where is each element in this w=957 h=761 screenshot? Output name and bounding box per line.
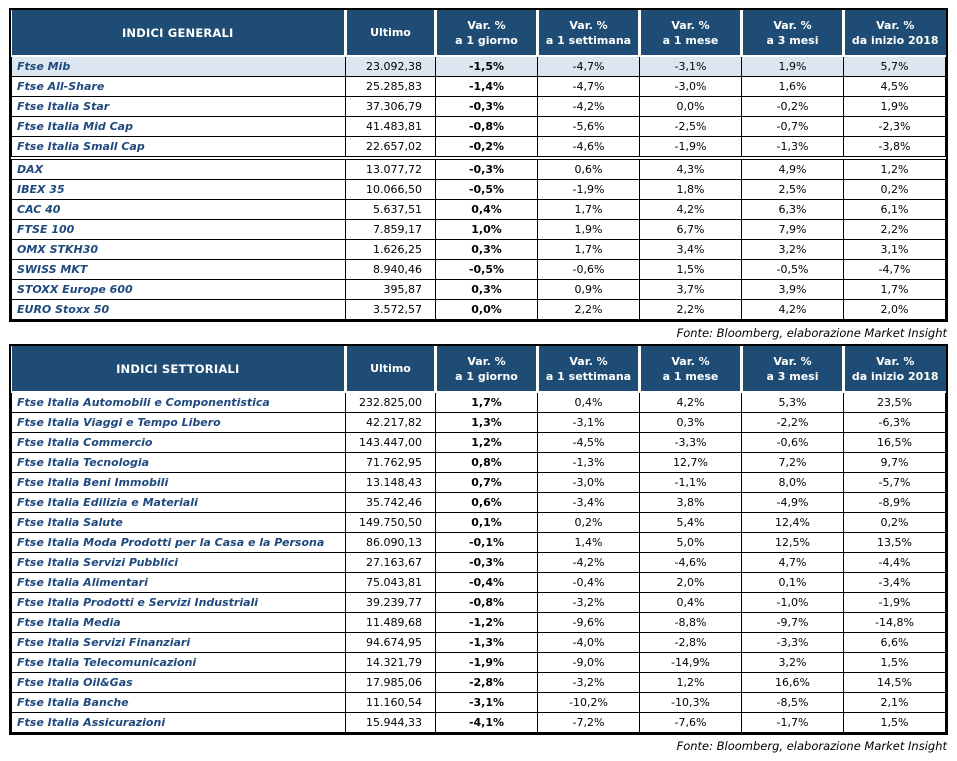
var-value: 3,9%	[742, 280, 844, 300]
var-value: -1,5%	[436, 56, 538, 77]
source-note: Fonte: Bloomberg, elaborazione Market Insight	[676, 326, 947, 340]
var-value: -4,5%	[538, 433, 640, 453]
column-header-var-1mese: Var. % a 1 mese	[640, 346, 742, 392]
var-value: 0,7%	[436, 473, 538, 493]
var-value: 5,4%	[640, 513, 742, 533]
ultimo-value: 395,87	[346, 280, 436, 300]
var-value: -3,1%	[538, 413, 640, 433]
var-value: 1,2%	[844, 158, 946, 180]
var-value: -10,2%	[538, 693, 640, 713]
ultimo-value: 39.239,77	[346, 593, 436, 613]
header-row	[12, 346, 946, 392]
var-value: -0,5%	[742, 260, 844, 280]
column-header-var-1giorno: Var. % a 1 giorno	[436, 346, 538, 392]
var-value: -4,6%	[640, 553, 742, 573]
var-value: 12,7%	[640, 453, 742, 473]
column-header-var-3mesi: Var. % a 3 mesi	[742, 10, 844, 56]
var-value: -7,2%	[538, 713, 640, 733]
var-value: -4,7%	[844, 260, 946, 280]
table-row	[12, 633, 946, 653]
var-value: 8,0%	[742, 473, 844, 493]
index-name: Ftse All-Share	[12, 77, 346, 97]
ultimo-value: 13.077,72	[346, 158, 436, 180]
var-value: 2,5%	[742, 180, 844, 200]
index-name: Ftse Italia Star	[12, 97, 346, 117]
var-value: 4,7%	[742, 553, 844, 573]
var-value: -9,0%	[538, 653, 640, 673]
var-value: 4,9%	[742, 158, 844, 180]
var-value: -7,6%	[640, 713, 742, 733]
var-value: 2,0%	[640, 573, 742, 593]
index-name: Ftse Italia Viaggi e Tempo Libero	[12, 413, 346, 433]
table-row	[12, 158, 946, 180]
var-value: -6,3%	[844, 413, 946, 433]
table-row	[12, 453, 946, 473]
var-value: 4,2%	[640, 392, 742, 413]
index-name: Ftse Italia Small Cap	[12, 137, 346, 159]
table-row	[12, 180, 946, 200]
var-value: 6,7%	[640, 220, 742, 240]
var-value: 4,5%	[844, 77, 946, 97]
index-name: Ftse Italia Automobili e Componentistica	[12, 392, 346, 413]
var-value: -3,4%	[538, 493, 640, 513]
index-name: Ftse Italia Prodotti e Servizi Industriali	[12, 593, 346, 613]
column-header-var-1settimana: Var. % a 1 settimana	[538, 346, 640, 392]
ultimo-value: 13.148,43	[346, 473, 436, 493]
var-value: -9,7%	[742, 613, 844, 633]
column-header-var-inizio2018: Var. % da inizio 2018	[844, 10, 946, 56]
var-value: -14,9%	[640, 653, 742, 673]
var-value: 1,7%	[844, 280, 946, 300]
index-name: Ftse Italia Commercio	[12, 433, 346, 453]
table-row	[12, 300, 946, 320]
index-name: Ftse Italia Banche	[12, 693, 346, 713]
index-name: OMX STKH30	[12, 240, 346, 260]
var-value: -2,8%	[436, 673, 538, 693]
var-value: -4,4%	[844, 553, 946, 573]
ultimo-value: 5.637,51	[346, 200, 436, 220]
indici-generali-section	[9, 8, 948, 344]
var-value: -4,9%	[742, 493, 844, 513]
var-value: -1,0%	[742, 593, 844, 613]
var-value: -9,6%	[538, 613, 640, 633]
var-value: 3,7%	[640, 280, 742, 300]
index-name: FTSE 100	[12, 220, 346, 240]
indici-settoriali-section	[9, 344, 948, 757]
var-value: -0,4%	[436, 573, 538, 593]
var-value: -3,4%	[844, 573, 946, 593]
var-value: 3,2%	[742, 240, 844, 260]
ultimo-value: 143.447,00	[346, 433, 436, 453]
ultimo-value: 71.762,95	[346, 453, 436, 473]
index-name: CAC 40	[12, 200, 346, 220]
var-value: 3,1%	[844, 240, 946, 260]
var-value: 0,4%	[538, 392, 640, 413]
var-value: -0,3%	[436, 97, 538, 117]
ultimo-value: 23.092,38	[346, 56, 436, 77]
table-row	[12, 473, 946, 493]
table-row	[12, 117, 946, 137]
var-value: -0,3%	[436, 158, 538, 180]
var-value: 0,2%	[844, 180, 946, 200]
var-value: -3,2%	[538, 673, 640, 693]
ultimo-value: 3.572,57	[346, 300, 436, 320]
index-name: Ftse Italia Edilizia e Materiali	[12, 493, 346, 513]
var-value: -1,1%	[640, 473, 742, 493]
table-row	[12, 573, 946, 593]
var-value: 1,5%	[640, 260, 742, 280]
var-value: 1,2%	[640, 673, 742, 693]
index-name: Ftse Italia Servizi Finanziari	[12, 633, 346, 653]
var-value: 9,7%	[844, 453, 946, 473]
var-value: -14,8%	[844, 613, 946, 633]
column-header-var-3mesi: Var. % a 3 mesi	[742, 346, 844, 392]
var-value: -1,7%	[742, 713, 844, 733]
var-value: -4,7%	[538, 77, 640, 97]
var-value: 1,8%	[640, 180, 742, 200]
var-value: -1,9%	[436, 653, 538, 673]
var-value: 6,6%	[844, 633, 946, 653]
var-value: -0,8%	[436, 117, 538, 137]
column-header-var-1giorno: Var. % a 1 giorno	[436, 10, 538, 56]
var-value: 0,2%	[844, 513, 946, 533]
index-name: Ftse Italia Moda Prodotti per la Casa e la Persona	[12, 533, 346, 553]
table-row	[12, 713, 946, 733]
ultimo-value: 35.742,46	[346, 493, 436, 513]
index-name: Ftse Italia Beni Immobili	[12, 473, 346, 493]
index-name: Ftse Mib	[12, 56, 346, 77]
var-value: -0,1%	[436, 533, 538, 553]
var-value: 3,4%	[640, 240, 742, 260]
index-name: STOXX Europe 600	[12, 280, 346, 300]
var-value: 0,0%	[640, 97, 742, 117]
var-value: -0,2%	[436, 137, 538, 159]
var-value: 7,2%	[742, 453, 844, 473]
var-value: -0,7%	[742, 117, 844, 137]
index-name: Ftse Italia Tecnologia	[12, 453, 346, 473]
var-value: -1,9%	[640, 137, 742, 159]
data-table	[11, 10, 946, 320]
var-value: -0,4%	[538, 573, 640, 593]
var-value: 1,5%	[844, 713, 946, 733]
table-row	[12, 553, 946, 573]
var-value: 6,3%	[742, 200, 844, 220]
var-value: -3,1%	[436, 693, 538, 713]
index-name: Ftse Italia Media	[12, 613, 346, 633]
var-value: -4,7%	[538, 56, 640, 77]
ultimo-value: 22.657,02	[346, 137, 436, 159]
var-value: 0,2%	[538, 513, 640, 533]
index-name: EURO Stoxx 50	[12, 300, 346, 320]
var-value: -2,2%	[742, 413, 844, 433]
header-row	[12, 10, 946, 56]
var-value: 5,3%	[742, 392, 844, 413]
var-value: 1,9%	[844, 97, 946, 117]
var-value: -4,0%	[538, 633, 640, 653]
indici-generali-table	[9, 8, 948, 322]
table-row	[12, 413, 946, 433]
var-value: 23,5%	[844, 392, 946, 413]
var-value: -8,9%	[844, 493, 946, 513]
table-title: INDICI GENERALI	[12, 10, 346, 56]
column-header-var-inizio2018: Var. % da inizio 2018	[844, 346, 946, 392]
table-row	[12, 56, 946, 77]
index-name: Ftse Italia Assicurazioni	[12, 713, 346, 733]
var-value: 0,4%	[436, 200, 538, 220]
table-row	[12, 533, 946, 553]
var-value: -1,3%	[538, 453, 640, 473]
var-value: -0,2%	[742, 97, 844, 117]
var-value: 16,5%	[844, 433, 946, 453]
table-row	[12, 77, 946, 97]
var-value: -5,7%	[844, 473, 946, 493]
ultimo-value: 27.163,67	[346, 553, 436, 573]
ultimo-value: 11.489,68	[346, 613, 436, 633]
var-value: 1,5%	[844, 653, 946, 673]
var-value: -1,4%	[436, 77, 538, 97]
var-value: 2,2%	[640, 300, 742, 320]
var-value: 0,1%	[436, 513, 538, 533]
ultimo-value: 8.940,46	[346, 260, 436, 280]
ultimo-value: 232.825,00	[346, 392, 436, 413]
var-value: -3,3%	[640, 433, 742, 453]
var-value: 12,4%	[742, 513, 844, 533]
var-value: -2,3%	[844, 117, 946, 137]
var-value: -1,9%	[538, 180, 640, 200]
ultimo-value: 41.483,81	[346, 117, 436, 137]
var-value: -8,8%	[640, 613, 742, 633]
var-value: 0,6%	[436, 493, 538, 513]
table-row	[12, 200, 946, 220]
ultimo-value: 149.750,50	[346, 513, 436, 533]
var-value: 1,9%	[538, 220, 640, 240]
var-value: -4,2%	[538, 97, 640, 117]
var-value: 6,1%	[844, 200, 946, 220]
var-value: 1,7%	[436, 392, 538, 413]
table-row	[12, 513, 946, 533]
table-row	[12, 693, 946, 713]
var-value: 5,0%	[640, 533, 742, 553]
ultimo-value: 14.321,79	[346, 653, 436, 673]
var-value: 2,2%	[844, 220, 946, 240]
table-row	[12, 673, 946, 693]
var-value: -0,5%	[436, 260, 538, 280]
var-value: 4,2%	[640, 200, 742, 220]
var-value: 0,3%	[436, 240, 538, 260]
table-row	[12, 613, 946, 633]
var-value: -4,1%	[436, 713, 538, 733]
table-row	[12, 260, 946, 280]
ultimo-value: 15.944,33	[346, 713, 436, 733]
var-value: 1,7%	[538, 240, 640, 260]
var-value: -0,3%	[436, 553, 538, 573]
var-value: 1,7%	[538, 200, 640, 220]
indici-settoriali-table	[9, 344, 948, 735]
var-value: -3,2%	[538, 593, 640, 613]
var-value: 4,2%	[742, 300, 844, 320]
var-value: -2,5%	[640, 117, 742, 137]
index-name: DAX	[12, 158, 346, 180]
table-row	[12, 137, 946, 159]
index-name: Ftse Italia Oil&Gas	[12, 673, 346, 693]
var-value: 0,3%	[640, 413, 742, 433]
index-name: SWISS MKT	[12, 260, 346, 280]
table-row	[12, 392, 946, 413]
var-value: -3,0%	[640, 77, 742, 97]
var-value: 2,2%	[538, 300, 640, 320]
var-value: -0,6%	[742, 433, 844, 453]
source-note: Fonte: Bloomberg, elaborazione Market Insight	[676, 739, 947, 753]
index-name: Ftse Italia Salute	[12, 513, 346, 533]
var-value: 3,8%	[640, 493, 742, 513]
var-value: 1,0%	[436, 220, 538, 240]
ultimo-value: 86.090,13	[346, 533, 436, 553]
ultimo-value: 7.859,17	[346, 220, 436, 240]
var-value: 7,9%	[742, 220, 844, 240]
ultimo-value: 42.217,82	[346, 413, 436, 433]
ultimo-value: 75.043,81	[346, 573, 436, 593]
var-value: 0,9%	[538, 280, 640, 300]
ultimo-value: 37.306,79	[346, 97, 436, 117]
var-value: 0,1%	[742, 573, 844, 593]
var-value: -3,1%	[640, 56, 742, 77]
ultimo-value: 17.985,06	[346, 673, 436, 693]
var-value: -5,6%	[538, 117, 640, 137]
ultimo-value: 11.160,54	[346, 693, 436, 713]
var-value: -0,8%	[436, 593, 538, 613]
var-value: 1,9%	[742, 56, 844, 77]
var-value: -2,8%	[640, 633, 742, 653]
var-value: -1,3%	[742, 137, 844, 159]
table-row	[12, 653, 946, 673]
data-table	[11, 346, 946, 733]
var-value: 13,5%	[844, 533, 946, 553]
var-value: -0,5%	[436, 180, 538, 200]
ultimo-value: 94.674,95	[346, 633, 436, 653]
var-value: 0,8%	[436, 453, 538, 473]
column-header-ultimo: Ultimo	[346, 346, 436, 392]
var-value: 5,7%	[844, 56, 946, 77]
var-value: 0,3%	[436, 280, 538, 300]
table-row	[12, 433, 946, 453]
var-value: 4,3%	[640, 158, 742, 180]
index-name: Ftse Italia Telecomunicazioni	[12, 653, 346, 673]
index-name: Ftse Italia Alimentari	[12, 573, 346, 593]
var-value: 2,1%	[844, 693, 946, 713]
column-header-var-1mese: Var. % a 1 mese	[640, 10, 742, 56]
var-value: -1,3%	[436, 633, 538, 653]
table-row	[12, 593, 946, 613]
var-value: 1,6%	[742, 77, 844, 97]
var-value: -0,6%	[538, 260, 640, 280]
index-name: Ftse Italia Mid Cap	[12, 117, 346, 137]
var-value: -4,6%	[538, 137, 640, 159]
var-value: 12,5%	[742, 533, 844, 553]
var-value: -3,0%	[538, 473, 640, 493]
var-value: -1,2%	[436, 613, 538, 633]
var-value: 0,6%	[538, 158, 640, 180]
var-value: -4,2%	[538, 553, 640, 573]
var-value: -8,5%	[742, 693, 844, 713]
var-value: -3,3%	[742, 633, 844, 653]
table-row	[12, 493, 946, 513]
var-value: 16,6%	[742, 673, 844, 693]
table-row	[12, 220, 946, 240]
var-value: -3,8%	[844, 137, 946, 159]
var-value: 14,5%	[844, 673, 946, 693]
var-value: -10,3%	[640, 693, 742, 713]
index-name: IBEX 35	[12, 180, 346, 200]
var-value: 2,0%	[844, 300, 946, 320]
ultimo-value: 10.066,50	[346, 180, 436, 200]
var-value: -1,9%	[844, 593, 946, 613]
var-value: 3,2%	[742, 653, 844, 673]
var-value: 0,4%	[640, 593, 742, 613]
column-header-var-1settimana: Var. % a 1 settimana	[538, 10, 640, 56]
var-value: 0,0%	[436, 300, 538, 320]
var-value: 1,4%	[538, 533, 640, 553]
var-value: 1,3%	[436, 413, 538, 433]
table-row	[12, 280, 946, 300]
ultimo-value: 25.285,83	[346, 77, 436, 97]
table-title: INDICI SETTORIALI	[12, 346, 346, 392]
column-header-ultimo: Ultimo	[346, 10, 436, 56]
table-row	[12, 97, 946, 117]
index-name: Ftse Italia Servizi Pubblici	[12, 553, 346, 573]
ultimo-value: 1.626,25	[346, 240, 436, 260]
var-value: 1,2%	[436, 433, 538, 453]
table-row	[12, 240, 946, 260]
